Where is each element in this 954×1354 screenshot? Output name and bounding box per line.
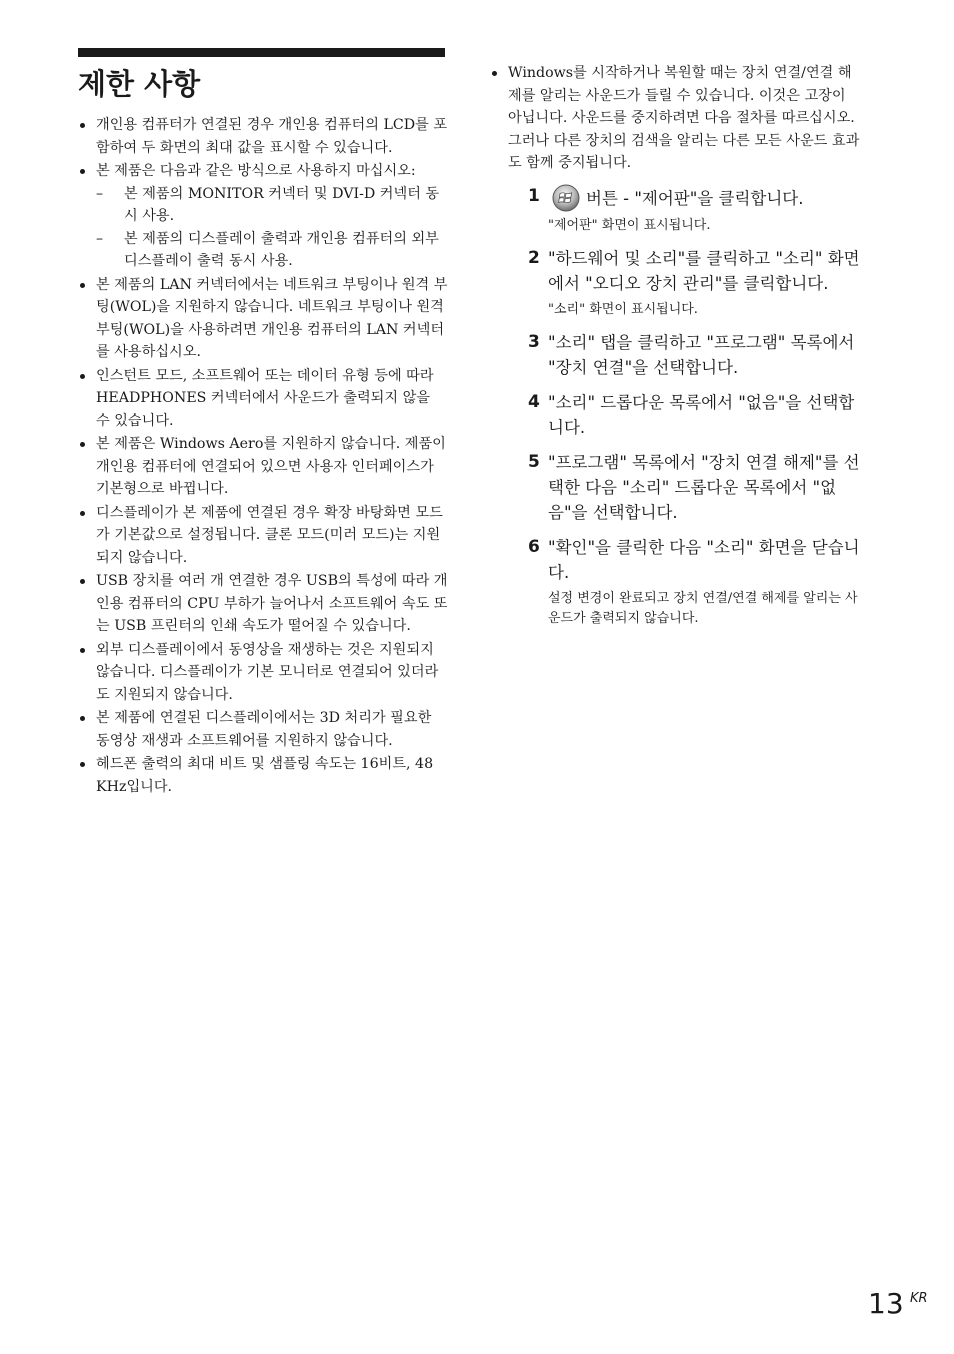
sub-list-item xyxy=(96,183,448,228)
step-item xyxy=(490,390,862,440)
step-text: "소리" 탭을 클릭하고 "프로그램" 목록에서 "장치 연결"을 선택합니다. xyxy=(548,332,855,377)
sound-note-list xyxy=(490,62,862,175)
dash-marker: – xyxy=(96,185,104,202)
restriction-list xyxy=(78,114,448,798)
left-column xyxy=(78,48,448,799)
list-item: Windows를 시작하거나 복원할 때는 장치 연결/연결 해제를 알리는 사운드가 들릴 수 있습니다. 이것은 고장이 아닙니다. 사운드를 중지하려면 다음 절차를 따르십시오. 그러나 다른 장치의 검색을 알리는 다른 모든 사운드 효과도 함께 중지됩니다. xyxy=(490,62,862,175)
windows-start-icon xyxy=(552,184,580,212)
list-item: 본 제품의 LAN 커넥터에서는 네트워크 부팅이나 원격 부팅(WOL)을 지원하지 않습니다. 네트워크 부팅이나 원격 부팅(WOL)을 사용하려면 개인용 컴퓨터의 LAN 커넥터를 사용하십시오. xyxy=(78,274,448,364)
step-text xyxy=(548,184,862,212)
list-item-text: 본 제품은 다음과 같은 방식으로 사용하지 마십시오: xyxy=(96,163,416,179)
procedure-steps xyxy=(490,184,862,629)
list-item: 본 제품에 연결된 디스플레이에서는 3D 처리가 필요한 동영상 재생과 소프트웨어를 지원하지 않습니다. xyxy=(78,707,448,752)
title-rule xyxy=(78,48,445,57)
step-item xyxy=(490,450,862,525)
step-item xyxy=(490,330,862,380)
step-item xyxy=(490,246,862,320)
sub-list-item xyxy=(96,228,448,273)
sub-list-item-text: 본 제품의 MONITOR 커넥터 및 DVI-D 커넥터 동시 사용. xyxy=(124,185,440,224)
list-item: 개인용 컴퓨터가 연결된 경우 개인용 컴퓨터의 LCD를 포함하여 두 화면의 최대 값을 표시할 수 있습니다. xyxy=(78,114,448,159)
list-item: 본 제품은 Windows Aero를 지원하지 않습니다. 제품이 개인용 컴퓨터에 연결되어 있으면 사용자 인터페이스가 기본형으로 바뀝니다. xyxy=(78,433,448,501)
step-number: 6 xyxy=(528,536,540,557)
list-item: USB 장치를 여러 개 연결한 경우 USB의 특성에 따라 개인용 컴퓨터의 CPU 부하가 늘어나서 소프트웨어 속도 또는 USB 프린터의 인쇄 속도가 떨어질 수 있습니다. xyxy=(78,570,448,638)
step-note: "소리" 화면이 표시됩니다. xyxy=(548,301,698,317)
step-number: 5 xyxy=(528,451,540,472)
dash-marker: – xyxy=(96,230,104,247)
sub-list xyxy=(96,183,448,273)
list-item: 디스플레이가 본 제품에 연결된 경우 확장 바탕화면 모드가 기본값으로 설정됩니다. 클론 모드(미러 모드)는 지원되지 않습니다. xyxy=(78,502,448,570)
step-text-content: 버튼 - "제어판"을 클릭합니다. xyxy=(586,188,804,208)
step-note: "제어판" 화면이 표시됩니다. xyxy=(548,217,711,233)
step-number: 4 xyxy=(528,391,540,412)
step-number: 1 xyxy=(528,185,540,206)
step-item xyxy=(490,535,862,629)
page-language-code: KR xyxy=(910,1291,928,1306)
right-column xyxy=(490,50,862,639)
step-text: "프로그램" 목록에서 "장치 연결 해제"를 선택한 다음 "소리" 드롭다운 목록에서 "없음"을 선택합니다. xyxy=(548,452,860,522)
page-number: 13 xyxy=(868,1287,904,1320)
section-title: 제한 사항 xyxy=(78,67,201,101)
list-item: 헤드폰 출력의 최대 비트 및 샘플링 속도는 16비트, 48 KHz입니다. xyxy=(78,753,448,798)
step-number: 3 xyxy=(528,331,540,352)
step-number: 2 xyxy=(528,247,540,268)
list-item: 인스턴트 모드, 소프트웨어 또는 데이터 유형 등에 따라 HEADPHONES 커넥터에서 사운드가 출력되지 않을 수 있습니다. xyxy=(78,365,448,433)
step-item xyxy=(490,184,862,236)
list-item xyxy=(78,160,448,273)
step-note: 설정 변경이 완료되고 장치 연결/연결 해제를 알리는 사운드가 출력되지 않습니다. xyxy=(548,590,858,626)
step-text: "하드웨어 및 소리"를 클릭하고 "소리" 화면에서 "오디오 장치 관리"를 클릭합니다. xyxy=(548,248,860,293)
sub-list-item-text: 본 제품의 디스플레이 출력과 개인용 컴퓨터의 외부 디스플레이 출력 동시 사용. xyxy=(124,230,439,269)
list-item: 외부 디스플레이에서 동영상을 재생하는 것은 지원되지 않습니다. 디스플레이가 기본 모니터로 연결되어 있더라도 지원되지 않습니다. xyxy=(78,639,448,707)
step-text: "확인"을 클릭한 다음 "소리" 화면을 닫습니다. xyxy=(548,537,860,582)
step-text: "소리" 드롭다운 목록에서 "없음"을 선택합니다. xyxy=(548,392,855,437)
